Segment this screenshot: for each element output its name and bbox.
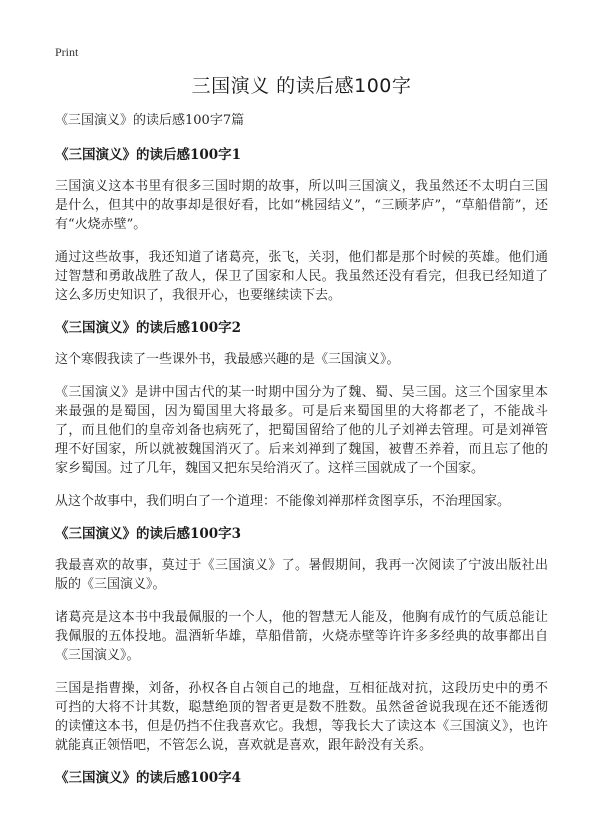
document-subtitle: 《三国演义》的读后感100字7篇 bbox=[55, 113, 245, 128]
essay-section-1 bbox=[55, 146, 548, 305]
essay-section-3 bbox=[55, 525, 548, 755]
essay-section-4 bbox=[55, 769, 548, 787]
paragraph: 我最喜欢的故事，莫过于《三国演义》了。暑假期间，我再一次阅读了宁波出版社出版的《三国演义》。 bbox=[55, 558, 548, 592]
section-heading: 《三国演义》的读后感100字3 bbox=[55, 526, 242, 542]
essay-section-2 bbox=[55, 319, 548, 511]
paragraph: 三国是指曹操，刘备，孙权各自占领自己的地盘，互相征战对抗，这段历史中的勇不可挡的大将不计其数，聪慧绝顶的智者更是数不胜数。虽然爸爸说我现在还不能透彻的读懂这本书，但是仍挡不住我喜欢它。我想，等我长大了读这本《三国演义》，也许就能真正领悟吧，不管怎么说，喜欢就是喜欢，跟年龄没有关系。 bbox=[55, 681, 548, 753]
paragraph: 三国演义这本书里有很多三国时期的故事，所以叫三国演义，我虽然还不太明白三国是什么，但其中的故事却是很好看，比如“桃园结义”，“三顾茅庐”，“草船借箭”，还有“火烧赤壁”。 bbox=[55, 179, 548, 232]
page-title: 三国演义 的读后感100字 bbox=[191, 75, 412, 97]
section-heading: 《三国演义》的读后感100字2 bbox=[55, 320, 242, 336]
paragraph: 诸葛亮是这本书中我最佩服的一个人，他的智慧无人能及，他胸有成竹的气质总能让我佩服的五体投地。温酒斩华雄，草船借箭，火烧赤壁等许许多多经典的故事都出自《三国演义》。 bbox=[55, 610, 548, 663]
paragraph: 这个寒假我读了一些课外书，我最感兴趣的是《三国演义》。 bbox=[55, 352, 400, 367]
paragraph: 通过这些故事，我还知道了诸葛亮，张飞，关羽，他们都是那个时候的英雄。他们通过智慧和勇敢战胜了敌人，保卫了国家和人民。我虽然还没有看完，但我已经知道了这么多历史知识了，我很开心，也要继续读下去。 bbox=[55, 250, 548, 303]
print-label: Print bbox=[55, 45, 79, 59]
section-heading: 《三国演义》的读后感100字1 bbox=[55, 147, 242, 163]
paragraph: 《三国演义》是讲中国古代的某一时期中国分为了魏、蜀、吴三国。这三个国家里本来最强的是蜀国，因为蜀国里大将最多。可是后来蜀国里的大将都老了，不能战斗了，而且他们的皇帝刘备也病死了，把蜀国留给了他的儿子刘禅去管理。可是刘禅管理不好国家，所以就被魏国消灭了。后来刘禅到了魏国，被曹丕养着，而且忘了他的家乡蜀国。过了几年，魏国又把东吴给消灭了。这样三国就成了一个国家。 bbox=[55, 385, 548, 476]
paragraph: 从这个故事中，我们明白了一个道理：不能像刘禅那样贪图享乐，不治理国家。 bbox=[55, 494, 511, 509]
section-heading: 《三国演义》的读后感100字4 bbox=[55, 770, 242, 786]
